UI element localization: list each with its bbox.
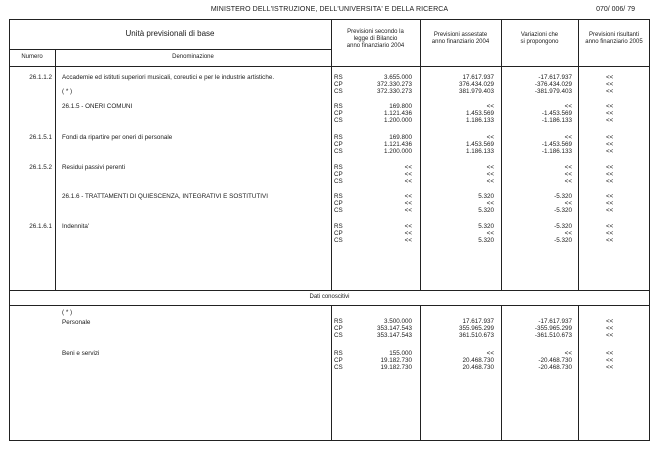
value-assestate: << [486,103,494,110]
value-risultanti: << [606,200,614,208]
row-code: CP [334,81,343,89]
row-code: RS [334,193,343,200]
value-variazioni: -5.320 [554,193,572,200]
value-variazioni: << [564,178,572,186]
value-variazioni: -17.617.937 [538,318,572,325]
value-assestate: 5.320 [478,193,494,200]
row-denominazione: 26.1.6 - TRATTAMENTI DI QUIESCENZA, INTEGRATIVI E SOSTITUTIVI [62,193,268,200]
row-denominazione: ( * ) [62,88,73,96]
value-assestate: << [486,200,494,208]
value-variazioni: << [564,350,572,357]
header-risultanti: Previsioni risultanti anno finanziario 2005 [585,32,643,45]
value-assestate: 1.453.569 [465,110,494,118]
numero-column-rule [55,49,56,290]
value-assestate: 17.617.937 [462,74,494,81]
value-assestate: << [486,230,494,238]
row-code: RS [334,134,343,141]
value-assestate: 381.979.403 [458,88,494,96]
value-bilancio: 1.200.000 [383,117,412,125]
value-bilancio: 169.800 [389,134,412,141]
value-bilancio: 19.182.730 [380,357,412,365]
value-bilancio: 3.655.000 [383,74,412,81]
value-bilancio: << [404,171,412,179]
header-assestate: Previsioni assestate anno finanziario 2004 [431,32,490,45]
value-risultanti: << [606,74,614,81]
row-code: CS [334,178,343,186]
header-bilancio: Previsioni secondo la legge di Bilancio anno finanziario 2004 [346,29,405,49]
value-assestate: 20.468.730 [462,364,494,372]
row-denominazione: Residui passivi perenti [62,164,125,171]
row-code: CP [334,325,343,333]
value-risultanti: << [606,350,614,357]
header-subdivider [9,49,331,50]
variazioni-left-rule-bottom [501,305,502,441]
variazioni-left-rule-top [501,19,502,290]
value-risultanti: << [606,364,614,372]
row-code: CS [334,207,343,215]
value-bilancio: << [404,223,412,230]
value-assestate: << [486,350,494,357]
row-denominazione: Fondi da ripartire per oneri di personale [62,134,173,141]
value-variazioni: -381.979.403 [534,88,572,96]
row-denominazione: ( * ) [62,309,73,316]
value-variazioni: << [564,200,572,208]
row-code: CP [334,200,343,208]
value-variazioni: << [564,134,572,141]
value-bilancio: 3.500.000 [383,318,412,325]
row-code: RS [334,318,343,325]
row-code: CP [334,110,343,118]
value-bilancio: << [404,178,412,186]
row-denominazione: 26.1.5 - ONERI COMUNI [62,103,133,110]
value-variazioni: -20.468.730 [538,357,572,365]
value-assestate: 376.434.029 [458,81,494,89]
row-code: CP [334,230,343,238]
row-code: CS [334,148,343,156]
row-code: CS [334,117,343,125]
risultanti-left-rule-top [578,19,579,290]
row-numero: 26.1.6.1 [29,223,52,230]
value-risultanti: << [606,134,614,141]
value-risultanti: << [606,148,614,156]
value-variazioni: -376.434.029 [534,81,572,89]
row-denominazione: Beni e servizi [62,350,100,357]
value-risultanti: << [606,237,614,245]
value-risultanti: << [606,103,614,110]
row-numero: 26.1.5.1 [29,134,52,141]
value-assestate: << [486,134,494,141]
value-variazioni: -1.453.569 [541,141,572,149]
value-bilancio: << [404,207,412,215]
value-bilancio: 1.200.000 [383,148,412,156]
assestate-left-rule-bottom [420,305,421,441]
value-assestate: 5.320 [478,223,494,230]
value-variazioni: << [564,171,572,179]
value-assestate: << [486,164,494,171]
value-risultanti: << [606,110,614,118]
value-risultanti: << [606,117,614,125]
row-denominazione: Personale [62,318,91,326]
value-risultanti: << [606,178,614,186]
value-assestate: 355.965.299 [458,325,494,333]
value-bilancio: << [404,164,412,171]
value-variazioni: -5.320 [554,237,572,245]
ministry-title: MINISTERO DELL'ISTRUZIONE, DELL'UNIVERSITA' E DELLA RICERCA [210,6,449,13]
value-risultanti: << [606,88,614,96]
row-code: CS [334,364,343,372]
value-variazioni: -5.320 [554,207,572,215]
value-assestate: 1.186.133 [465,117,494,125]
row-code: CP [334,357,343,365]
header-bottom-rule [9,66,650,67]
value-bilancio: 169.800 [389,103,412,110]
value-assestate: 5.320 [478,237,494,245]
value-assestate: 361.510.673 [458,332,494,340]
value-variazioni: << [564,230,572,238]
header-variazioni: Variazioni che si propongono [520,32,559,45]
value-bilancio: << [404,237,412,245]
dati-section-bottom-rule [9,305,650,306]
value-variazioni: -1.186.133 [541,148,572,156]
value-bilancio: 372.330.273 [376,81,412,89]
value-assestate: 1.453.569 [465,141,494,149]
row-code: RS [334,74,343,81]
value-risultanti: << [606,193,614,200]
value-bilancio: 353.147.543 [376,332,412,340]
row-code: RS [334,350,343,357]
bilancio-left-rule-top [331,19,332,290]
value-assestate: << [486,178,494,186]
value-risultanti: << [606,81,614,89]
header-denominazione: Denominazione [172,54,214,60]
row-denominazione: Accademie ed istituti superiori musicali, coreutici e per le industrie artistiche. [62,74,275,81]
value-risultanti: << [606,357,614,365]
value-variazioni: -1.186.133 [541,117,572,125]
value-risultanti: << [606,325,614,333]
value-bilancio: 19.182.730 [380,364,412,372]
group-title: Unità previsionali di base [125,29,215,38]
value-risultanti: << [606,332,614,340]
header-numero: Numero [21,54,43,60]
row-denominazione: Indennita' [62,223,90,230]
value-risultanti: << [606,164,614,171]
value-assestate: 1.186.133 [465,148,494,156]
value-bilancio: 353.147.543 [376,325,412,333]
value-variazioni: -20.468.730 [538,364,572,372]
dati-conoscitivi-title: Dati conoscitivi [309,294,350,300]
row-code: CP [334,141,343,149]
value-risultanti: << [606,207,614,215]
value-bilancio: 372.330.273 [376,88,412,96]
value-risultanti: << [606,223,614,230]
bilancio-left-rule-bottom [331,305,332,441]
value-assestate: 5.320 [478,207,494,215]
value-variazioni: -5.320 [554,223,572,230]
row-code: RS [334,103,343,110]
value-variazioni: << [564,103,572,110]
value-bilancio: << [404,200,412,208]
row-code: RS [334,223,343,230]
value-risultanti: << [606,318,614,325]
value-variazioni: << [564,164,572,171]
value-assestate: 17.617.937 [462,318,494,325]
value-risultanti: << [606,141,614,149]
value-bilancio: << [404,193,412,200]
value-bilancio: 155.000 [389,350,412,357]
value-risultanti: << [606,171,614,179]
row-code: CS [334,237,343,245]
row-code: CS [334,332,343,340]
value-bilancio: << [404,230,412,238]
value-bilancio: 1.121.436 [383,110,412,118]
assestate-left-rule-top [420,19,421,290]
value-variazioni: -1.453.569 [541,110,572,118]
row-numero: 26.1.1.2 [29,74,52,81]
risultanti-left-rule-bottom [578,305,579,441]
value-assestate: 20.468.730 [462,357,494,365]
row-numero: 26.1.5.2 [29,164,52,171]
page-reference: 070/ 006/ 79 [596,6,635,13]
value-variazioni: -355.965.299 [534,325,572,333]
value-variazioni: -17.617.937 [538,74,572,81]
row-code: CP [334,171,343,179]
value-variazioni: -361.510.673 [534,332,572,340]
row-code: CS [334,88,343,96]
value-bilancio: 1.121.436 [383,141,412,149]
value-risultanti: << [606,230,614,238]
value-assestate: << [486,171,494,179]
row-code: RS [334,164,343,171]
dati-section-top-rule [9,290,650,291]
